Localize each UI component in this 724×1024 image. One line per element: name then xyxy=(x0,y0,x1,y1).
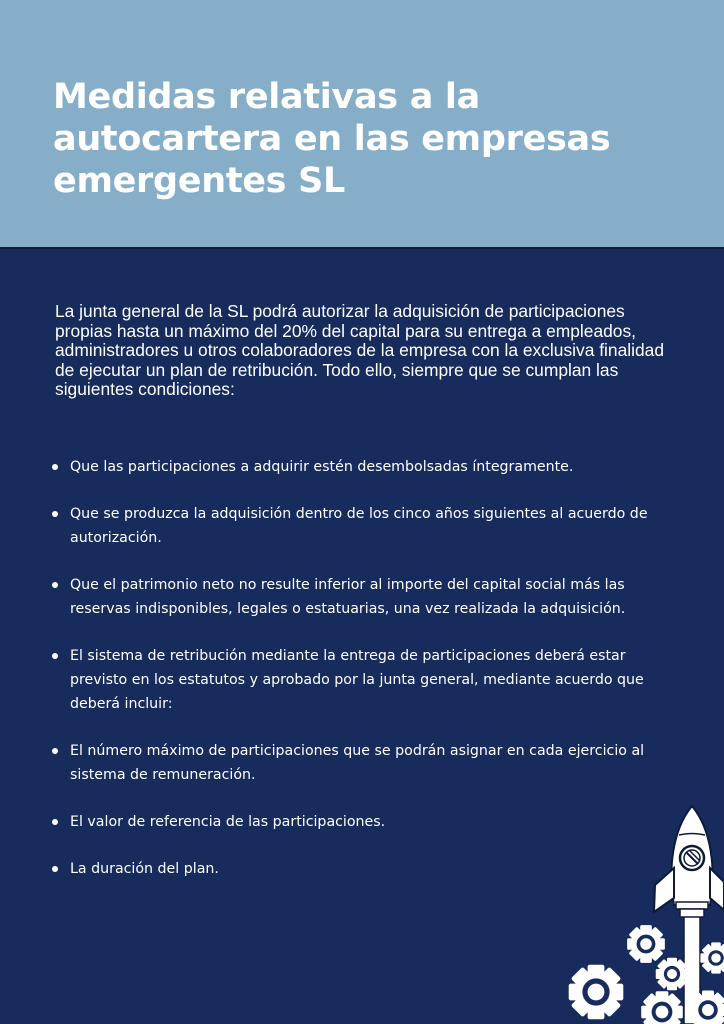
list-item-text: La duración del plan. xyxy=(70,861,219,877)
list-item-text: El sistema de retribución mediante la entrega de participaciones deberá estar previsto en los estatutos y aprobado por la junta general, mediante acuerdo que deberá incluir: xyxy=(70,648,644,712)
bullet-icon xyxy=(52,819,58,825)
rocket-with-gears-icon xyxy=(555,795,724,1024)
list-item xyxy=(52,573,652,621)
list-item xyxy=(52,644,652,716)
bullet-icon xyxy=(52,866,58,872)
list-item-text: El número máximo de participaciones que se podrán asignar en cada ejercicio al sistema de remuneración. xyxy=(70,743,645,783)
bullet-icon xyxy=(52,748,58,754)
list-item xyxy=(52,739,652,787)
list-item-text: El valor de referencia de las participaciones. xyxy=(70,814,386,830)
header-banner xyxy=(0,0,724,249)
list-item-text: Que las participaciones a adquirir estén desembolsadas íntegramente. xyxy=(70,459,574,475)
bullet-icon xyxy=(52,464,58,470)
bullet-icon xyxy=(52,582,58,588)
page-title: Medidas relativas a la autocartera en las empresas emergentes SL xyxy=(53,77,611,201)
list-item-text: Que el patrimonio neto no resulte inferior al importe del capital social más las reservas indisponibles, legales o estatuarias, una vez realizada la adquisición. xyxy=(70,577,626,617)
intro-paragraph: La junta general de la SL podrá autorizar la adquisición de participaciones propias hasta un máximo del 20% del capital para su entrega a empleados, administradores u otros colaboradores de la empresa con la exclusiva finalidad de ejecutar un plan de retribución. Todo ello, siempre que se cumplan las siguientes condiciones: xyxy=(55,301,665,400)
bullet-icon xyxy=(52,653,58,659)
list-item xyxy=(52,502,652,550)
list-item xyxy=(52,455,652,479)
bullet-icon xyxy=(52,511,58,517)
list-item-text: Que se produzca la adquisición dentro de los cinco años siguientes al acuerdo de autorización. xyxy=(70,506,648,546)
